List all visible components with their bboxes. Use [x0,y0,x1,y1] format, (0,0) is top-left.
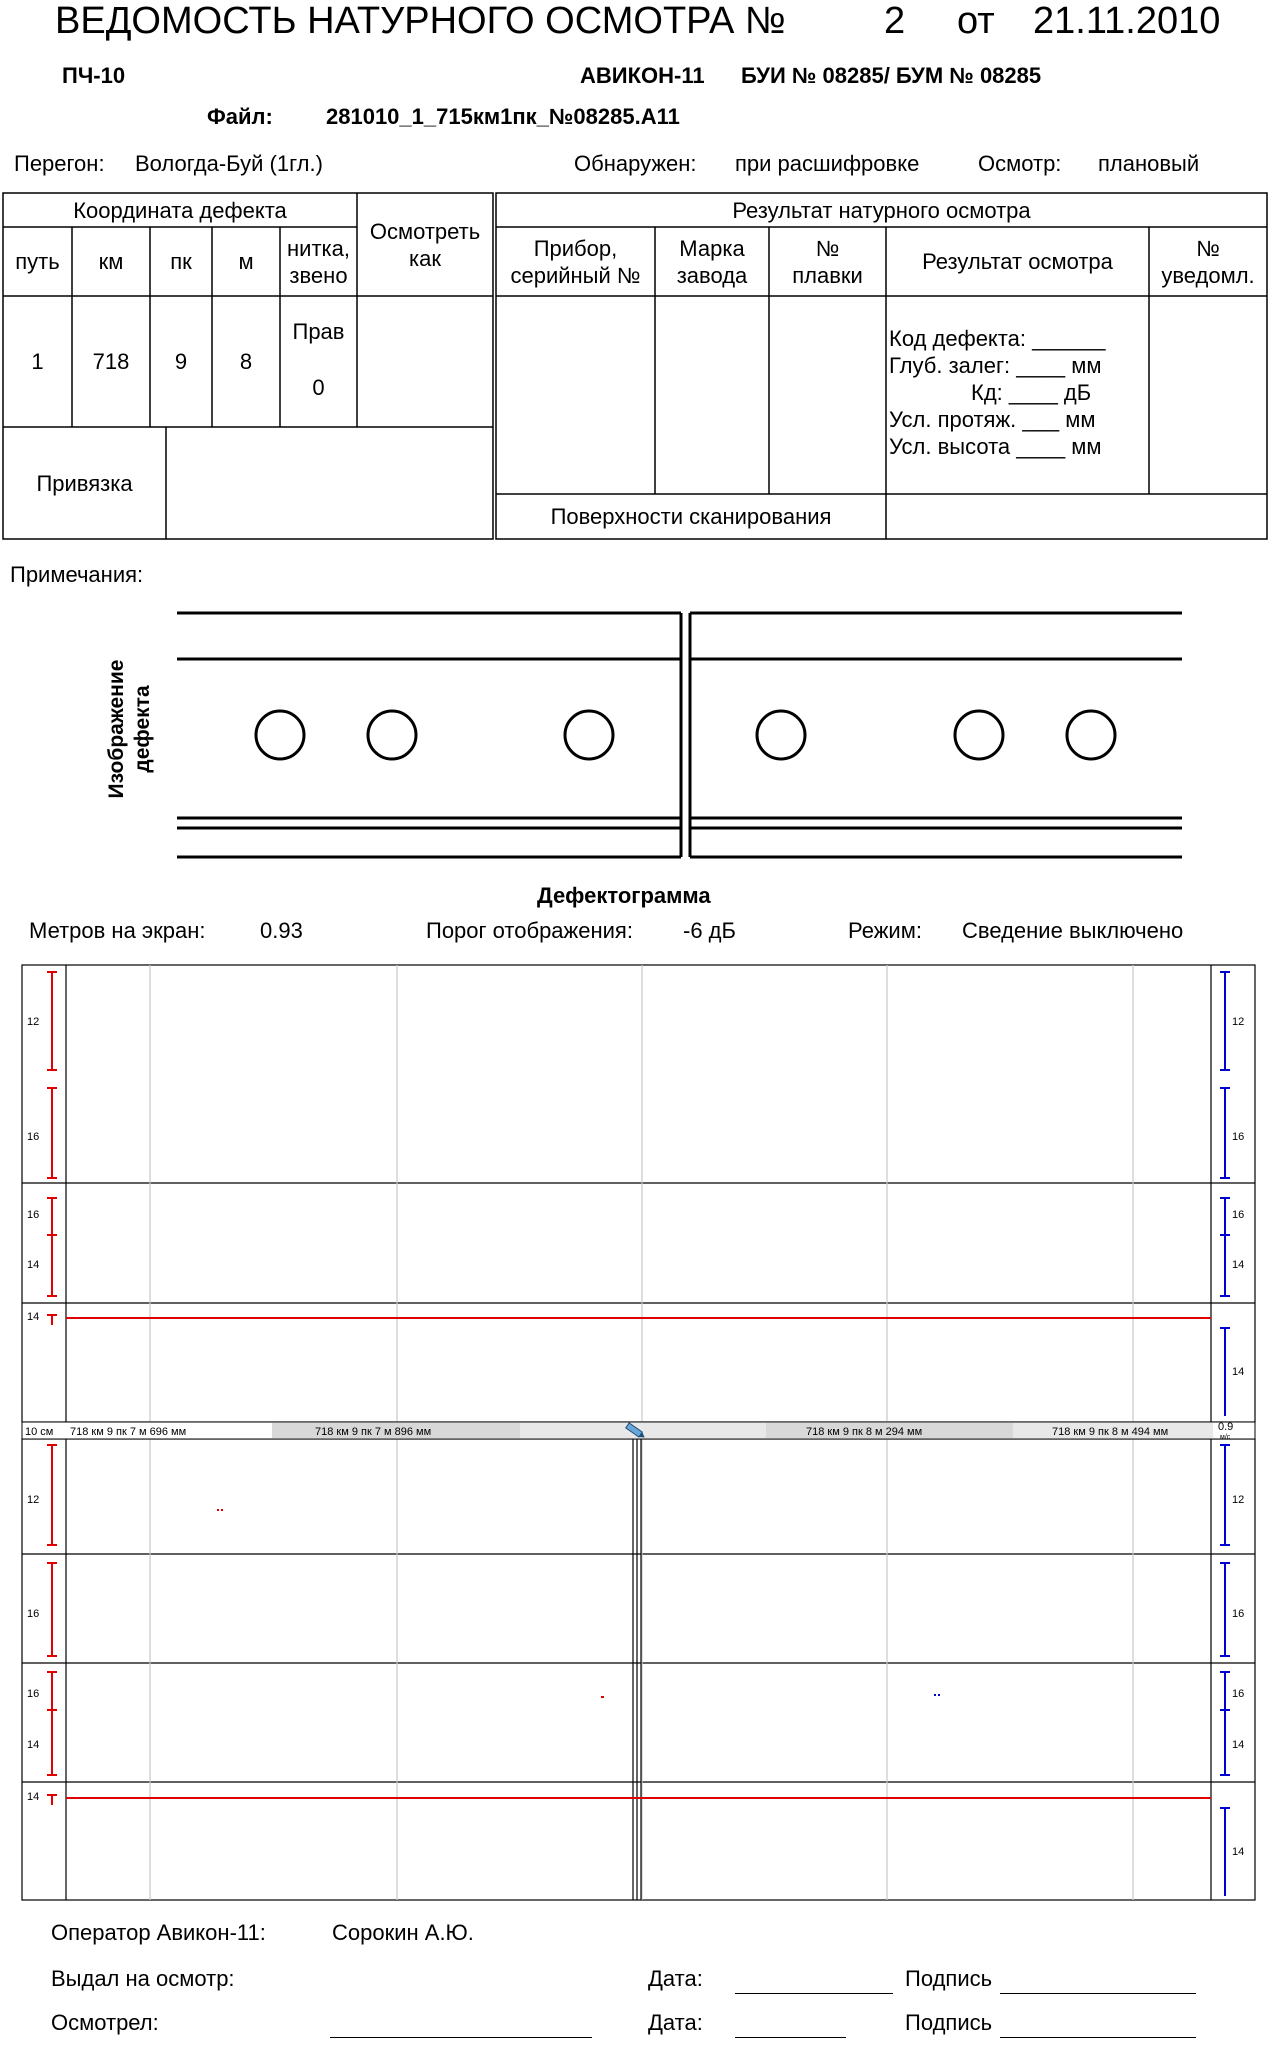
section-value: Вологда-Буй (1гл.) [135,151,323,176]
result-line-kd: Кд: ____ дБ [971,380,1092,405]
upper-left-label-4: 14 [27,1259,40,1271]
signal-point [601,1696,604,1698]
inspection-label: Осмотр: [978,151,1062,176]
defectogram-title: Дефектограмма [537,883,711,908]
upper-left-label-1: 12 [27,1016,40,1028]
mode-value: Сведение выключено [962,918,1184,943]
upper-left-label-5: 14 [27,1311,40,1323]
statement-number: 2 [884,0,906,42]
lower-right-label-2: 16 [1232,1608,1245,1620]
issued-signature-label: Подпись [905,1966,993,1991]
col-melt-number: № плавки [792,235,863,288]
issued-label: Выдал на осмотр: [51,1966,235,1991]
inspected-date-line[interactable] [735,2037,846,2038]
lower-right-label-5: 14 [1232,1846,1245,1858]
col-pk: пк [170,249,192,274]
found-label: Обнаружен: [574,151,697,176]
lower-right-label-4: 14 [1232,1739,1245,1751]
inspected-label: Осмотрел: [51,2010,159,2035]
result-line-defect-code: Код дефекта: ______ [889,326,1106,351]
coord-label-4: 718 км 9 пк 8 м 494 мм [1052,1426,1169,1438]
file-name: 281010_1_715км1пк_№08285.A11 [326,104,680,129]
scale-label: 10 см [25,1426,54,1438]
threshold-label: Порог отображения: [426,918,633,943]
inspected-date-label: Дата: [648,2010,703,2035]
lower-left-label-5: 14 [27,1791,40,1803]
threshold-value: -6 дБ [683,918,736,943]
signal-point [938,1694,940,1696]
value-km: 718 [92,349,130,374]
device-name: АВИКОН-11 [580,63,705,88]
upper-right-label-1: 12 [1232,1016,1245,1028]
value-track: 1 [31,349,44,374]
speed-unit: м/с [1220,1434,1231,1441]
upper-right-label-5: 14 [1232,1366,1245,1378]
signal-point [221,1509,223,1511]
defectogram-lower-frame [22,1439,1255,1900]
coord-header: Координата дефекта [73,197,287,223]
upper-left-label-3: 16 [27,1209,40,1221]
scan-surfaces-label: Поверхности сканирования [550,504,832,529]
result-line-length: Усл. протяж. ___ мм [889,407,1096,432]
inspection-value: плановый [1098,151,1200,176]
upper-left-label-2: 16 [27,1131,40,1143]
col-notice-number: № уведомл. [1161,235,1255,288]
speed-value: 0.9 [1218,1421,1234,1433]
result-line-height: Усл. высота ____ мм [889,434,1102,459]
col-factory-mark: Марка завода [676,235,748,288]
lower-right-label-1: 12 [1232,1494,1245,1506]
date-preposition: от [957,0,995,42]
inspect-as-header: Осмотреть как [369,218,481,271]
upper-right-label-2: 16 [1232,1131,1245,1143]
defectogram-upper-frame [22,965,1255,1422]
inspected-signature-label: Подпись [905,2010,993,2035]
meters-value: 0.93 [260,918,303,943]
coord-label-2: 718 км 9 пк 7 м 896 мм [315,1426,432,1438]
col-m: м [238,249,254,274]
value-pk: 9 [174,349,188,374]
signal-point [934,1694,936,1696]
inspected-signature-line[interactable] [1000,2037,1196,2038]
file-label: Файл: [207,104,273,129]
operator-label: Оператор Авикон-11: [51,1920,266,1945]
value-thread-side: Прав [292,318,345,344]
result-header: Результат натурного осмотра [732,197,1031,223]
col-track: путь [15,249,60,274]
issued-date-label: Дата: [648,1966,703,1991]
defect-image-label: Изображение дефекта [105,659,154,799]
mode-label: Режим: [848,918,922,943]
value-m: 8 [239,349,253,374]
notes-label: Примечания: [10,562,144,587]
unit-code: ПЧ-10 [62,63,126,88]
col-km: км [98,249,124,274]
section-label: Перегон: [14,151,105,176]
lower-left-label-4: 14 [27,1739,40,1751]
page-title: ВЕДОМОСТЬ НАТУРНОГО ОСМОТРА № [55,0,786,42]
upper-right-label-4: 14 [1232,1259,1245,1271]
result-line-depth: Глуб. залег: ____ мм [889,353,1102,378]
statement-date: 21.11.2010 [1033,0,1221,42]
col-inspection-result: Результат осмотра [922,249,1113,274]
device-serials: БУИ № 08285/ БУМ № 08285 [741,63,1042,88]
meters-label: Метров на экран: [29,918,206,943]
signal-point [217,1509,219,1511]
inspected-name-line[interactable] [330,2037,592,2038]
upper-right-label-3: 16 [1232,1209,1245,1221]
coord-label-3: 718 км 9 пк 8 м 294 мм [806,1426,923,1438]
operator-name: Сорокин А.Ю. [332,1920,474,1945]
issued-signature-line[interactable] [1000,1993,1196,1994]
col-device-serial: Прибор, серийный № [510,235,641,288]
lower-left-label-1: 12 [27,1494,40,1506]
lower-left-label-3: 16 [27,1688,40,1700]
found-value: при расшифровке [735,151,920,176]
coord-label-1: 718 км 9 пк 7 м 696 мм [70,1426,187,1438]
lower-right-label-3: 16 [1232,1688,1245,1700]
binding-label: Привязка [36,470,133,496]
col-thread: нитка, звено [287,235,350,288]
value-thread-link: 0 [312,374,325,400]
issued-date-line[interactable] [735,1993,893,1994]
lower-left-label-2: 16 [27,1608,40,1620]
